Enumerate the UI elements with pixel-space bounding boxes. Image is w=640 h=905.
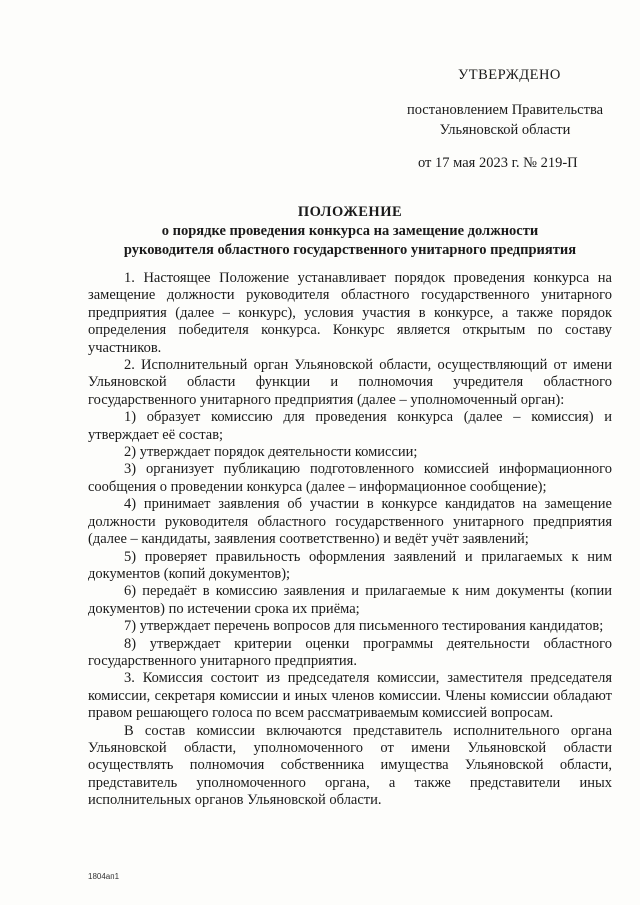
paragraph: 8) утверждает критерии оценки программы деятельности областного государственного унитарного предприятия. (88, 635, 612, 669)
title-subtitle-1: о порядке проведения конкурса на замещение должности (161, 223, 539, 239)
paragraph: 3) организует публикацию подготовленного комиссией информационного сообщения о проведении конкурса (далее – информационное сообщение); (88, 461, 612, 495)
document-title (80, 203, 620, 260)
paragraph: 2) утверждает порядок деятельности комиссии; (124, 444, 418, 461)
paragraph: 2. Исполнительный орган Ульяновской области, осуществляющий от имени Ульяновской области функции и полномочия учредителя областного государственного унитарного предприятия (далее – уполномоченный орган): (88, 357, 612, 408)
paragraph: 4) принимает заявления об участии в конкурсе кандидатов на замещение должности руководителя областного государственного унитарного предприятия (далее – кандидаты, заявления соответственно) и ведёт учёт заявлений; (88, 496, 612, 548)
paragraph: 1. Настоящее Положение устанавливает порядок проведения конкурса на замещение должности руководителя областного государственного унитарного предприятия (далее – конкурс), условия участия в конкурсе, а также порядок определения победителя конкурса. Конкурс является открытым по составу участников. (88, 270, 612, 356)
paragraph: 5) проверяет правильность оформления заявлений и прилагаемых к ним документов (копий документов); (88, 548, 612, 582)
paragraph: 6) передаёт в комиссию заявления и прилагаемые к ним документы (копии документов) по истечении срока их приёма; (88, 583, 612, 617)
approved-label: УТВЕРЖДЕНО (458, 67, 561, 83)
paragraph: 7) утверждает перечень вопросов для письменного тестирования кандидатов; (124, 618, 604, 635)
title-main: ПОЛОЖЕНИЕ (297, 204, 403, 220)
paragraph: В состав комиссии включаются представитель исполнительного органа Ульяновской области, уполномоченного от имени Ульяновской области осуществлять полномочия собственника имущества Ульяновской области, представитель уполномоченного органа, а также представители иных исполнительных органов Ульяновской области. (88, 722, 612, 809)
paragraph: 1) образует комиссию для проведения конкурса (далее – комиссия) и утверждает её состав; (88, 409, 612, 443)
decree-line-2: Ульяновской области (439, 122, 571, 138)
decree-line-1: постановлением Правительства (406, 102, 604, 118)
decree-date: от 17 мая 2023 г. № 219-П (418, 155, 578, 171)
title-subtitle-2: руководителя областного государственного унитарного предприятия (123, 242, 577, 258)
paragraph: 3. Комиссия состоит из председателя комиссии, заместителя председателя комиссии, секретаря комиссии и иных членов комиссии. Члены комиссии обладают правом решающего голоса по всем рассматриваемым комиссией вопросам. (88, 670, 612, 722)
document-code: 1804ап1 (88, 872, 120, 881)
decree-reference (400, 100, 610, 140)
document-body (88, 270, 612, 810)
